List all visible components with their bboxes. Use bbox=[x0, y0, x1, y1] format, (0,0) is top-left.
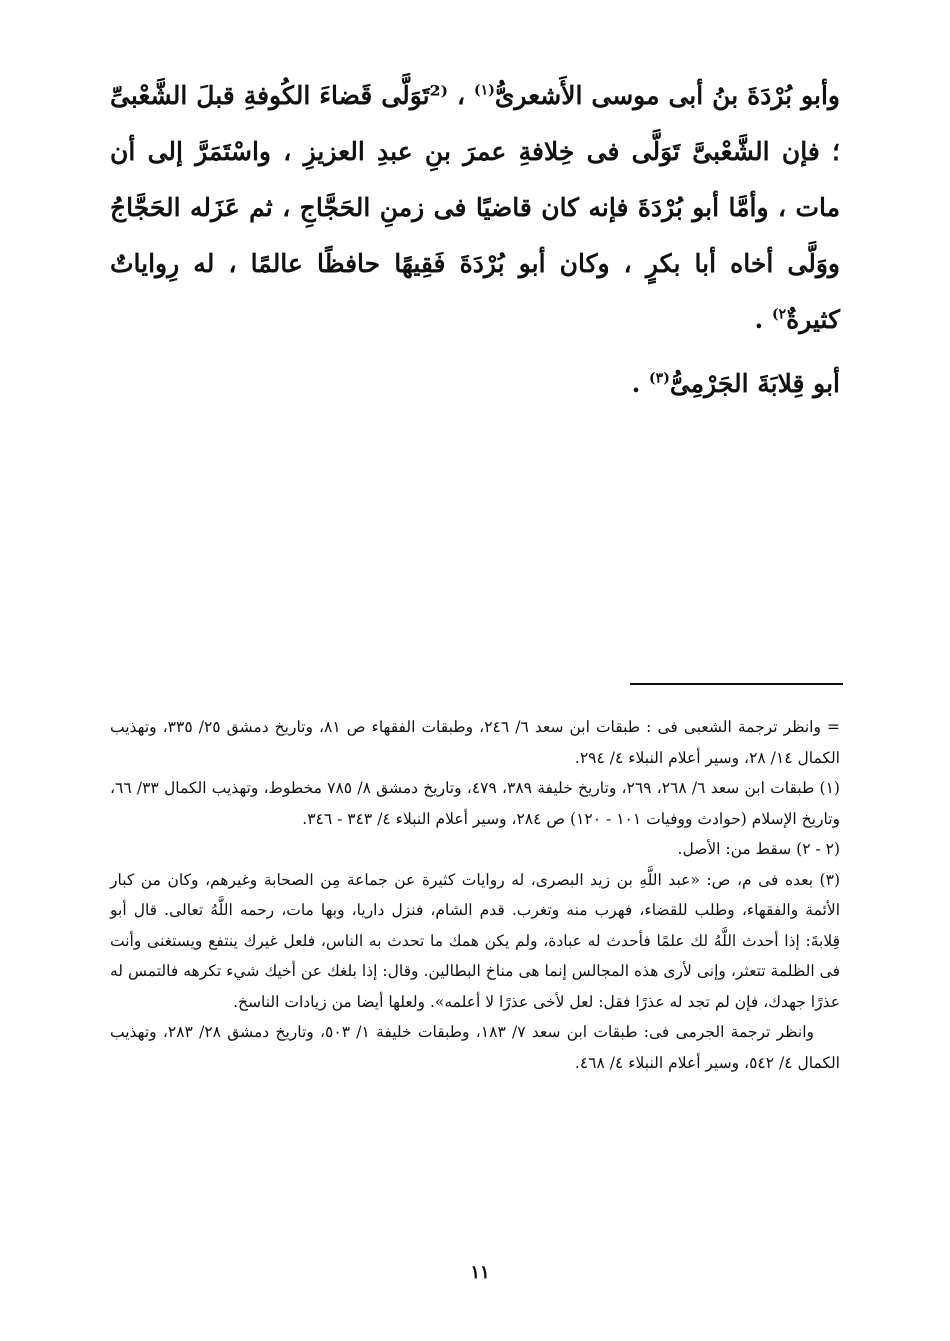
footnote-1: (١) طبقات ابن سعد ٦/ ٢٦٨، ٢٦٩، وتاريخ خليفة ٣٨٩، ٤٧٩، وتاريخ دمشق ٨/ ٧٨٥ مخطوط، وتهذيب الكمال ٣٣/ ٦٦، وتاريخ الإسلام (حوادث ووفيات ١٠١ - ١٢٠) ص ٢٨٤، وسير أعلام النبلاء ٤/ ٣٤٣ - ٣٤٦. bbox=[110, 779, 840, 828]
paragraph-abu-burda: وأبو بُرْدَةَ بنُ أبى موسى الأَشعرىُّ$^{(١)}$ ، ⁽²تَوَلَّى قَضاءَ الكُوفةِ قبلَ الشَّعْبىِّ ؛ فإن الشَّعْبىَّ تَوَلَّى فى خِلافةِ عمرَ بنِ عبدِ العزيزِ ، واسْتَمَرَّ إلى أن مات ، وأمَّا أبو بُرْدَةَ فإنه كان قاضيًا فى زمنِ الحَجَّاجِ ، ثم عَزَله الحَجَّاجُ ووَلَّى أخاه أبا بكرٍ ، وكان أبو بُرْدَةَ فَقِيهًا حافظًا عالمًا ، له رِواياتٌ كثيرةٌ$^{٢)}$ . bbox=[110, 81, 840, 334]
abu-burda-name: وأبو بُرْدَةَ بنُ أبى موسى الأَشعرىُّ bbox=[494, 81, 840, 110]
footnote-3-sources: وانظر ترجمة الجرمى فى: طبقات ابن سعد ٧/ ١٨٣، وطبقات خليفة ١/ ٥٠٣، وتاريخ دمشق ٢٨/ ٢٨٣، وتهذيب الكمال ٤/ ٥٤٢، وسير أعلام النبلاء ٤/ ٤٦٨. bbox=[110, 1023, 840, 1072]
abu-qilaba-name: أبو قِلابَةَ الجَرْمِىُّ bbox=[669, 369, 840, 398]
footnote-2: (٢ - ٢) سقط من: الأصل. bbox=[677, 840, 840, 858]
footnote-ref-2: ٢) bbox=[771, 306, 787, 323]
footnote-ref-3: (٣) bbox=[649, 370, 670, 387]
footnote-3: (٣) بعده فى م، ص: «عبد اللَّهِ بن زيد البصرى، له روايات كثيرة عن جماعة مِن الصحابة وغيرهم، وكان من كبار الأئمة والفقهاء، وطلب للقضاء، فهرب منه وتغرب. قدم الشام، فنزل داريا، وبها مات، رحمه اللَّهُ تعالى. قال أبو قِلابةَ: إذا أحدث اللَّهُ لك علمًا فأحدث له عبادة، ولم يكن همك ما تحدث به الناس، فلعل غيرك ينتفع ويستغنى وأنت فى الظلمة تتعثر، وإنى لأرى هذه المجالس إنما هى مناخ البطالين. وقال: إذا بلغك عن أخيك شيء تكرهه فالتمس له عذرًا جهدك، فإن لم تجد له عذرًا فقل: لعل لأخى عذرًا لا أعلمه». ولعلها أيضا من زيادات الناسخ. bbox=[110, 870, 840, 1011]
footnote-separator bbox=[630, 683, 843, 685]
entry-abu-qilaba: أبو قِلابَةَ الجَرْمِىُّ$^{(٣)}$ . bbox=[631, 369, 840, 398]
main-text bbox=[110, 68, 840, 412]
footnote-continued: = وانظر ترجمة الشعبى فى : طبقات ابن سعد ٦/ ٢٤٦، وطبقات الفقهاء ص ٨١، وتاريخ دمشق ٢٥/ ٣٣٥، وتهذيب الكمال ١٤/ ٢٨، وسير أعلام النبلاء ٤/ ٢٩٤. bbox=[110, 718, 840, 767]
footnotes bbox=[110, 712, 840, 1078]
page-number: ١١ bbox=[470, 1262, 490, 1283]
abu-burda-body: ، ⁽²تَوَلَّى قَضاءَ الكُوفةِ قبلَ الشَّعْبىِّ ؛ فإن الشَّعْبىَّ تَوَلَّى فى خِلافةِ عمرَ بنِ عبدِ العزيزِ ، واسْتَمَرَّ إلى أن مات ، وأمَّا أبو بُرْدَةَ فإنه كان قاضيًا فى زمنِ الحَجَّاجِ ، ثم عَزَله الحَجَّاجُ ووَلَّى أخاه أبا بكرٍ ، وكان أبو بُرْدَةَ فَقِيهًا حافظًا عالمًا ، له رِواياتٌ كثيرةٌ bbox=[110, 81, 840, 334]
footnote-ref-1: (١) bbox=[474, 82, 495, 99]
